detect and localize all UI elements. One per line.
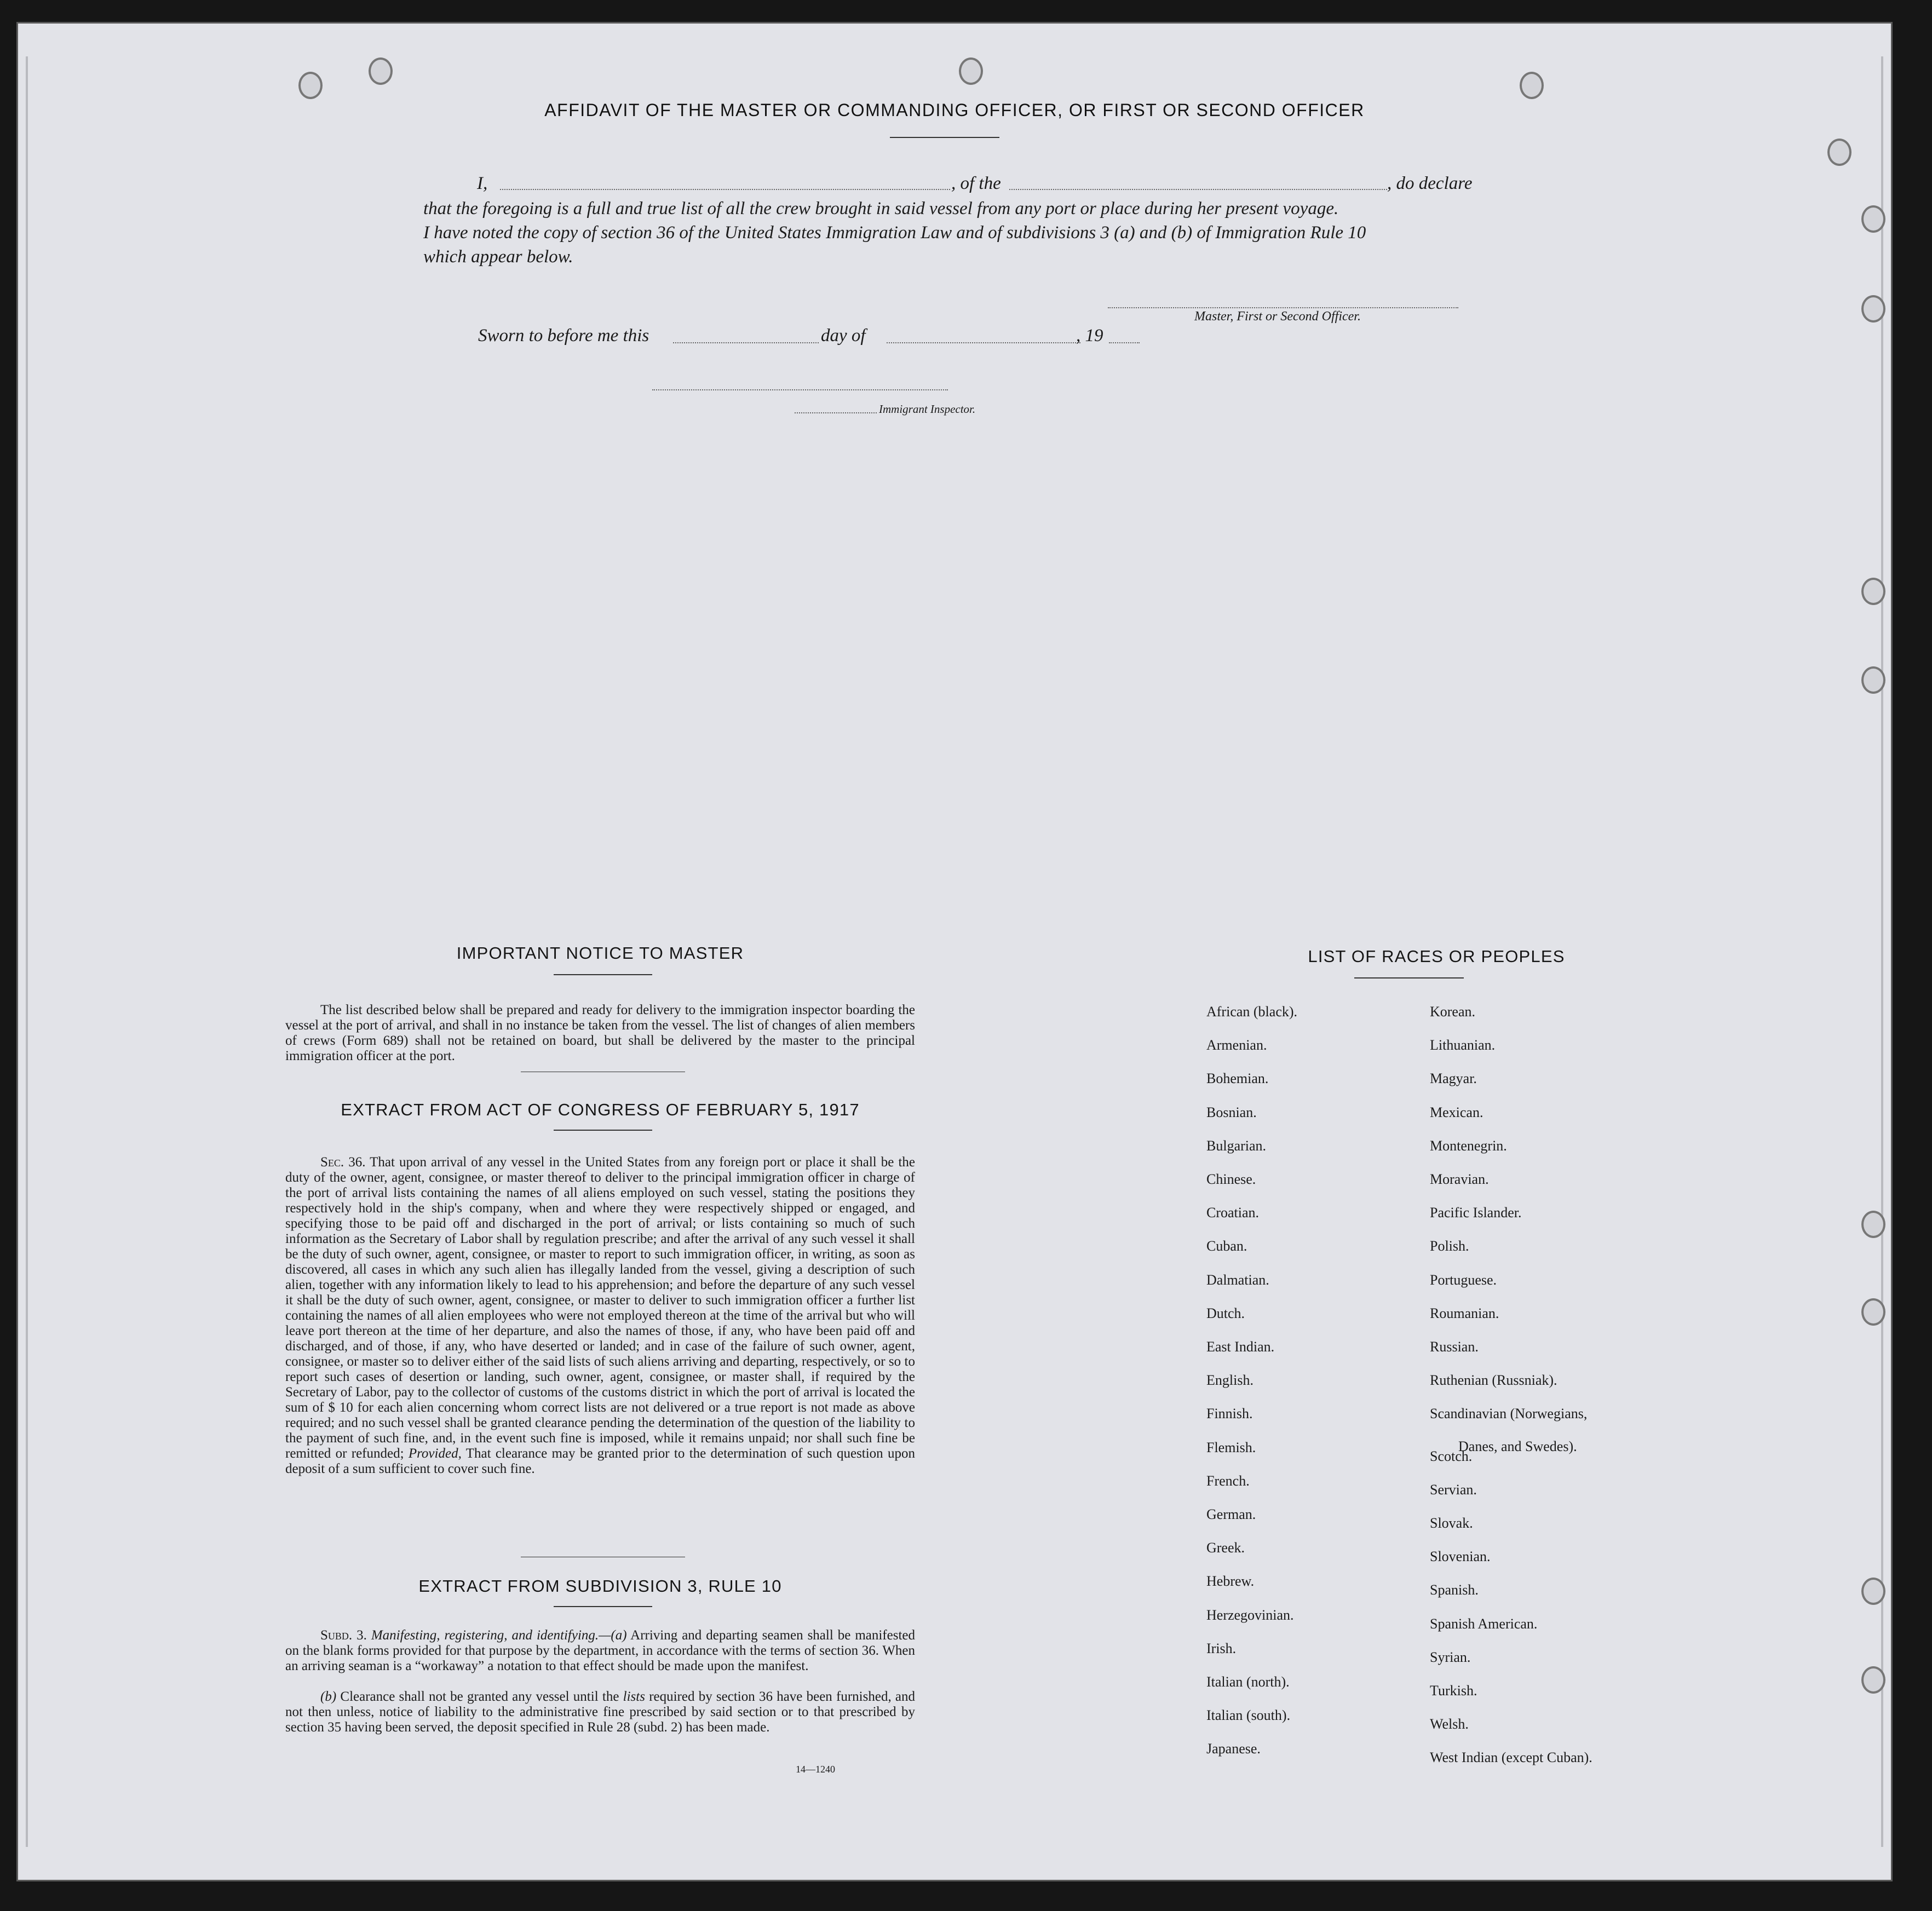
- inspector-caption: Immigrant Inspector.: [879, 402, 976, 416]
- sworn-year-field[interactable]: [1109, 342, 1140, 343]
- signature-caption: Master, First or Second Officer.: [1194, 309, 1361, 324]
- inspector-line: [795, 412, 877, 413]
- race-item: French.: [1206, 1472, 1250, 1489]
- subdivision-a-text: [285, 1628, 915, 1674]
- race-item: Chinese.: [1206, 1171, 1256, 1187]
- punch-hole: [1861, 205, 1885, 233]
- race-item: Portuguese.: [1430, 1271, 1497, 1288]
- subd-b-body-1: Clearance shall not be granted any vessel until the: [340, 1689, 619, 1704]
- race-continuation: Danes, and Swedes).: [1458, 1438, 1577, 1454]
- race-item: German.: [1206, 1506, 1256, 1522]
- race-item: Armenian.: [1206, 1037, 1267, 1054]
- race-item: East Indian.: [1206, 1339, 1275, 1355]
- sworn-month-field[interactable]: [887, 342, 1080, 343]
- punch-hole: [1861, 1578, 1885, 1605]
- subd-label: Subd. 3.: [320, 1628, 367, 1643]
- race-item: Servian.: [1430, 1481, 1477, 1498]
- form-number: 14—1240: [796, 1764, 835, 1775]
- declarant-prefix: I,: [477, 174, 488, 193]
- punch-hole: [1861, 666, 1885, 694]
- race-item: Roumanian.: [1430, 1305, 1499, 1321]
- section-label: Sec. 36.: [320, 1155, 366, 1170]
- notice-text: The list described below shall be prepared and ready for delivery to the immigration inspector boarding the vessel at the port of arrival, and shall in no instance be taken from the vessel. The list of changes of alien members of crews (Form 689) shall not be retained on board, but shall be delivered by the master to the principal immigration officer at the port.: [285, 1003, 915, 1063]
- punch-hole: [1861, 1211, 1885, 1238]
- race-item: Pacific Islander.: [1430, 1205, 1522, 1221]
- sworn-prefix: Sworn to before me this: [478, 326, 649, 346]
- race-item: Mexican.: [1430, 1104, 1484, 1120]
- race-item: Moravian.: [1430, 1171, 1489, 1187]
- race-item: Finnish.: [1206, 1406, 1253, 1422]
- section-36-text: [285, 1155, 915, 1477]
- race-item: Greek.: [1206, 1540, 1245, 1556]
- race-item: Lithuanian.: [1430, 1037, 1496, 1054]
- right-binding-edge: [1881, 56, 1883, 1847]
- punch-hole: [1520, 72, 1544, 99]
- subd-b-body-2: required by section 36 have been furnished, and not then unless, notice of liability to the administrative fine prescribed by said section or to that prescribed by section 35 having been served, the deposit specified in Rule 28 (subd. 2) has been made.: [285, 1689, 916, 1735]
- race-item: Bohemian.: [1206, 1070, 1269, 1087]
- section-36-body: That upon arrival of any vessel in the United States from any foreign port or place it shall be the duty of the owner, agent, consignee, or master thereof to deliver to the principal immigration officer in charge of the port of arrival lists containing the names of all aliens employed on such vessel, stating the positions they respectively hold in the ship's company, when and where they were respectively shipped or engaged, and specifying those to be paid off and discharged in the port of arrival; or lists containing so much of such information as the Secretary of Labor shall by regulation prescribe; and after the arrival of any such vessel it shall be the duty of such owner, agent, consignee, or master to report to such immigration officer, in writing, as soon as discovered, all cases in which any such alien has illegally landed from the vessel, giving a description of such alien, together with any information likely to lead to his apprehension; and before the departure of any such vessel it shall be the duty of such owner, agent, consignee, or master to deliver to such immigration officer a further list containing the names of all alien employees who were not employed thereon at the time of the arrival but who will leave port thereon at the time of her departure, and also the names of those, if any, who have been paid off and discharged, and of those, if any, who have deserted or landed; and in case of the failure of such owner, agent, consignee, or master so to deliver either of the said lists of such aliens arriving and departing, respectively, or so to report such cases of desertion or landing, such owner, agent, consignee, or master shall, if required by the Secretary of Labor, pay to the collector of customs of the customs district in which the port of arrival is located the sum of $ 10 for each alien concerning whom correct lists are not delivered or a true report is not made as above required; and no such vessel shall be granted clearance pending the determination of the question of the liability to the payment of such fine, and, in the event such fine is imposed, while it remains unpaid; nor shall such fine be remitted or refunded;: [285, 1155, 915, 1461]
- year-prefix: , 19: [1076, 326, 1103, 346]
- race-item: Dalmatian.: [1206, 1271, 1269, 1288]
- punch-hole: [298, 72, 323, 99]
- race-item: African (black).: [1206, 1004, 1298, 1020]
- signature-field[interactable]: [1108, 307, 1458, 308]
- day-of-label: day of: [821, 326, 866, 346]
- subdivision-b-text: [285, 1689, 915, 1735]
- subd-heading: Manifesting, registering, and identifying.—(a): [371, 1628, 627, 1643]
- race-item: Syrian.: [1430, 1649, 1471, 1665]
- affidavit-title: AFFIDAVIT OF THE MASTER OR COMMANDING OFFICER, OR FIRST OR SECOND OFFICER: [544, 100, 1365, 120]
- punch-hole: [1827, 139, 1852, 166]
- provided-label: Provided,: [408, 1446, 462, 1461]
- race-item: Polish.: [1430, 1238, 1469, 1254]
- race-item: Slovenian.: [1430, 1549, 1491, 1565]
- race-item: Italian (south).: [1206, 1707, 1291, 1724]
- notice-title: IMPORTANT NOTICE TO MASTER: [456, 943, 744, 963]
- extract-act-underline: [554, 1130, 652, 1131]
- race-item: Croatian.: [1206, 1205, 1260, 1221]
- races-title: LIST OF RACES OR PEOPLES: [1308, 947, 1565, 966]
- vessel-name-field[interactable]: [1009, 189, 1387, 190]
- of-the-label: , of the: [951, 174, 1001, 193]
- inspector-signature-field[interactable]: [652, 389, 948, 390]
- punch-hole: [1861, 578, 1885, 605]
- declarant-name-field[interactable]: [500, 189, 950, 190]
- declaration-line-2: that the foregoing is a full and true list of all the crew brought in said vessel from any port or place during her present voyage.: [423, 199, 1339, 218]
- punch-hole: [369, 57, 393, 85]
- extract-act-title: EXTRACT FROM ACT OF CONGRESS OF FEBRUARY 5, 1917: [341, 1100, 860, 1119]
- title-underline: [890, 137, 999, 138]
- race-item: Bulgarian.: [1206, 1137, 1267, 1154]
- race-item: Ruthenian (Russniak).: [1430, 1372, 1557, 1389]
- race-item: English.: [1206, 1372, 1254, 1389]
- punch-hole: [1861, 1666, 1885, 1694]
- race-item: Slovak.: [1430, 1515, 1473, 1531]
- race-item: Irish.: [1206, 1640, 1237, 1656]
- extract-rule-underline: [554, 1606, 652, 1607]
- section-36-end: That clearance may be granted prior to the determination of such question upon deposit of a sum sufficient to cover such fine.: [285, 1446, 915, 1476]
- race-item: Herzegovinian.: [1206, 1607, 1294, 1623]
- race-item: Japanese.: [1206, 1741, 1261, 1757]
- extract-rule-title: EXTRACT FROM SUBDIVISION 3, RULE 10: [418, 1576, 782, 1596]
- race-item: Montenegrin.: [1430, 1137, 1507, 1154]
- lists-word: lists: [623, 1689, 645, 1704]
- sworn-day-field[interactable]: [673, 342, 819, 343]
- race-item: Cuban.: [1206, 1238, 1247, 1254]
- punch-hole: [1861, 1298, 1885, 1326]
- punch-hole: [959, 57, 983, 85]
- declaration-line-3: I have noted the copy of section 36 of the United States Immigration Law and of subdivisions 3 (a) and (b) of Immigration Rule 10: [423, 223, 1366, 243]
- punch-hole: [1861, 295, 1885, 323]
- race-item: Turkish.: [1430, 1683, 1477, 1699]
- race-item: Flemish.: [1206, 1439, 1256, 1455]
- race-item: Welsh.: [1430, 1716, 1469, 1732]
- race-item: Bosnian.: [1206, 1104, 1257, 1120]
- race-item: Spanish American.: [1430, 1615, 1538, 1632]
- race-item: Spanish.: [1430, 1582, 1479, 1598]
- left-binding-edge: [26, 56, 28, 1847]
- declare-label: , do declare: [1387, 174, 1473, 193]
- race-item: Hebrew.: [1206, 1573, 1255, 1590]
- subd-b-label: (b): [320, 1689, 337, 1704]
- declaration-line-4: which appear below.: [423, 247, 573, 267]
- races-underline: [1354, 977, 1464, 978]
- document-page: [16, 22, 1893, 1881]
- race-item: Scandinavian (Norwegians,: [1430, 1406, 1588, 1422]
- race-item: Scotch.: [1430, 1448, 1473, 1464]
- race-item: Italian (north).: [1206, 1674, 1290, 1690]
- race-item: West Indian (except Cuban).: [1430, 1749, 1592, 1766]
- race-item: Russian.: [1430, 1339, 1479, 1355]
- subd-a-body: Arriving and departing seamen shall be manifested on the blank forms provided for that purpose by the department, in accordance with the terms of section 36. When an arriving seaman is a “workaway” a notation to that effect should be made upon the manifest.: [285, 1628, 916, 1673]
- race-item: Dutch.: [1206, 1305, 1245, 1321]
- race-item: Korean.: [1430, 1004, 1476, 1020]
- race-item: Magyar.: [1430, 1070, 1477, 1087]
- notice-underline: [554, 974, 652, 975]
